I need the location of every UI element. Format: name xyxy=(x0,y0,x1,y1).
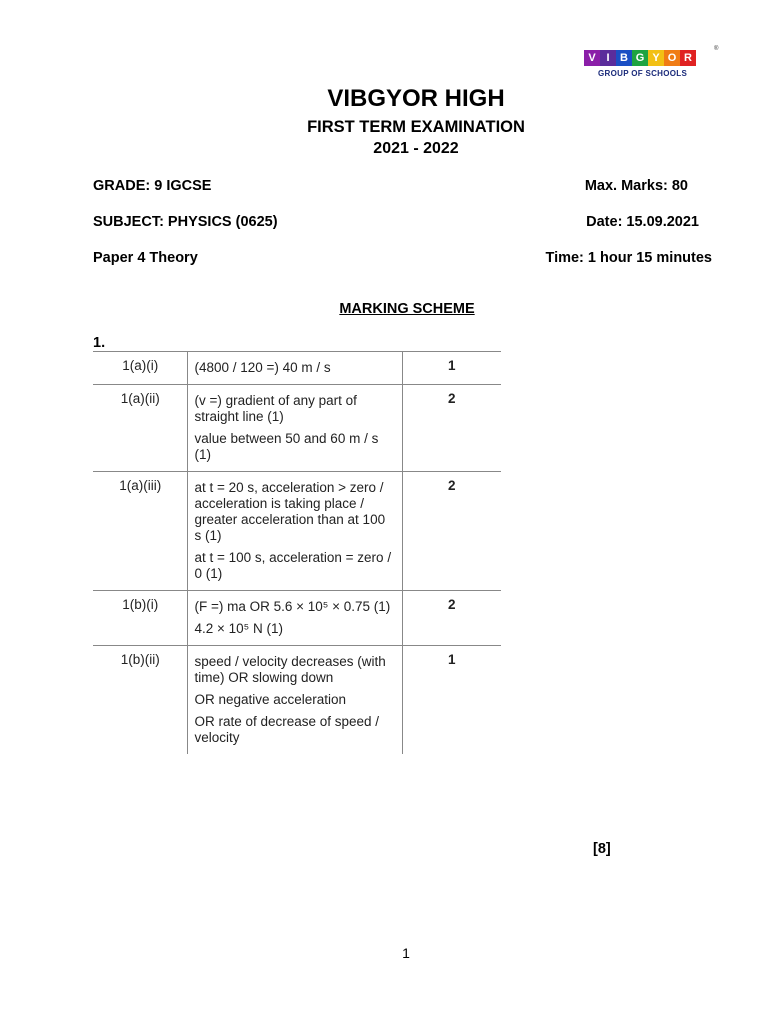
answer-line: (v =) gradient of any part of straight line (1) xyxy=(194,393,357,424)
marking-scheme-table xyxy=(93,351,501,754)
logo-tiles xyxy=(584,50,718,66)
marks-cell: 1 xyxy=(447,652,456,667)
marks-cell: 2 xyxy=(402,385,501,472)
marks-cell: 1 xyxy=(402,352,501,385)
question-number: 1. xyxy=(93,335,106,351)
logo-letter: V xyxy=(584,50,600,66)
table-row xyxy=(93,472,501,591)
question-part: 1(a)(ii) xyxy=(93,385,188,472)
subject: SUBJECT: PHYSICS (0625) xyxy=(93,214,278,230)
table-row xyxy=(93,646,501,755)
answer-line: (4800 / 120 =) 40 m / s xyxy=(194,360,331,375)
exam-time: Time: 1 hour 15 minutes xyxy=(545,250,712,266)
answer-line: 4.2 × 10⁵ N (1) xyxy=(194,621,283,636)
academic-year: 2021 - 2022 xyxy=(373,140,459,157)
logo-letter: Y xyxy=(648,50,664,66)
logo-letter: G xyxy=(632,50,648,66)
exam-title: FIRST TERM EXAMINATION xyxy=(307,118,525,136)
vibgyor-logo xyxy=(584,46,719,82)
answer-line: at t = 100 s, acceleration = zero / 0 (1) xyxy=(194,550,392,581)
question-part: 1(b)(ii) xyxy=(93,646,188,755)
answer-cell xyxy=(188,591,402,646)
answer-line: OR negative acceleration xyxy=(194,692,347,707)
answer-line: at t = 20 s, acceleration > zero / acceleration is taking place / greater acceleration than at 100 s (1) xyxy=(194,480,386,543)
answer-cell xyxy=(188,352,402,385)
total-marks: [8] xyxy=(593,841,611,857)
answer-cell xyxy=(188,385,402,472)
answer-line: speed / velocity decreases (with time) OR slowing down xyxy=(194,654,386,685)
answer-line: value between 50 and 60 m / s (1) xyxy=(194,431,379,462)
table-row xyxy=(93,385,501,472)
page-number: 1 xyxy=(402,945,410,961)
logo-letter: R xyxy=(680,50,696,66)
logo-subtitle: GROUP OF SCHOOLS xyxy=(598,69,688,78)
question-part: 1(a)(i) xyxy=(93,352,188,385)
table-row xyxy=(93,352,501,385)
logo-letter: O xyxy=(664,50,680,66)
school-name: VIBGYOR HIGH xyxy=(327,85,505,112)
answer-cell xyxy=(188,472,402,591)
table-row xyxy=(93,591,501,646)
question-part: 1(b)(i) xyxy=(93,591,188,646)
marks-cell: 2 xyxy=(402,472,501,591)
registered-mark: ® xyxy=(714,46,719,52)
grade: GRADE: 9 IGCSE xyxy=(93,178,212,194)
table-body xyxy=(93,352,501,755)
max-marks: Max. Marks: 80 xyxy=(584,178,688,194)
logo-letter: B xyxy=(616,50,632,66)
marking-scheme-title: MARKING SCHEME xyxy=(339,301,475,317)
marks-cell: 2 xyxy=(402,591,501,646)
question-part: 1(a)(iii) xyxy=(93,472,188,591)
paper: Paper 4 Theory xyxy=(93,250,198,266)
answer-line: (F =) ma OR 5.6 × 10⁵ × 0.75 (1) xyxy=(194,599,391,614)
logo-letter: I xyxy=(600,50,616,66)
answer-line: OR rate of decrease of speed / velocity xyxy=(194,714,380,745)
exam-date: Date: 15.09.2021 xyxy=(586,214,699,230)
answer-cell xyxy=(188,646,402,755)
